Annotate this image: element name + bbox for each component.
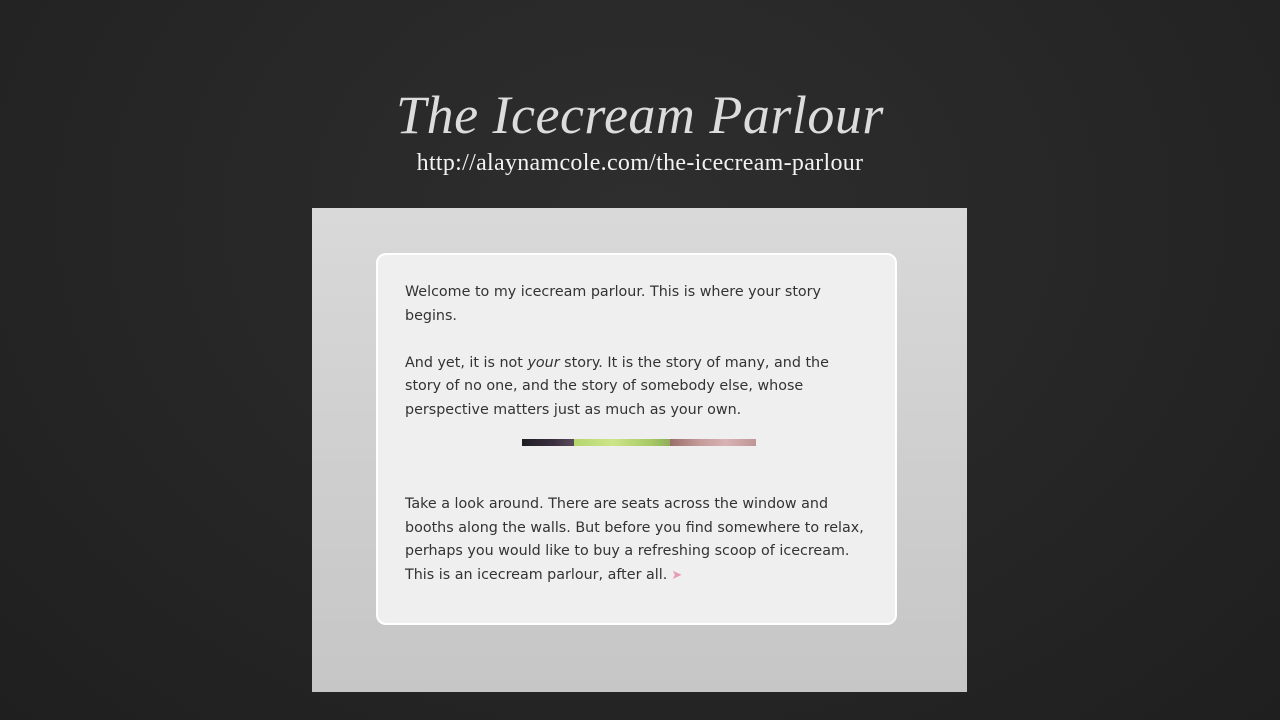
look-around-text: Take a look around. There are seats across the window and booths along the walls. But before you find somewhere to relax, perhaps you would like to buy a refreshing scoop of icecream. This is an icecream parlour, after all. — [405, 496, 864, 583]
perspective-text-end: story. It is the story of many, and the story of no one, and the story of somebody else, whose perspective matters just as much as your own. — [405, 354, 829, 418]
slide-title: The Icecream Parlour — [396, 85, 884, 145]
divider-segment-dark — [522, 439, 574, 446]
story-paragraph-look-around — [405, 493, 875, 587]
divider-segment-pink — [670, 439, 756, 446]
slide-url: http://alaynamcole.com/the-icecream-parlour — [416, 150, 864, 176]
emphasis-your: your — [527, 354, 560, 371]
perspective-text-start: And yet, it is not — [405, 354, 528, 371]
divider-image — [522, 439, 756, 446]
story-paragraph-perspective — [405, 352, 868, 423]
website-screenshot — [312, 208, 967, 692]
divider-segment-green — [574, 439, 670, 446]
story-paragraph-welcome: Welcome to my icecream parlour. This is where your story begins. — [405, 284, 822, 324]
arrow-right-icon[interactable]: ➤ — [671, 567, 683, 583]
story-card — [376, 253, 897, 625]
